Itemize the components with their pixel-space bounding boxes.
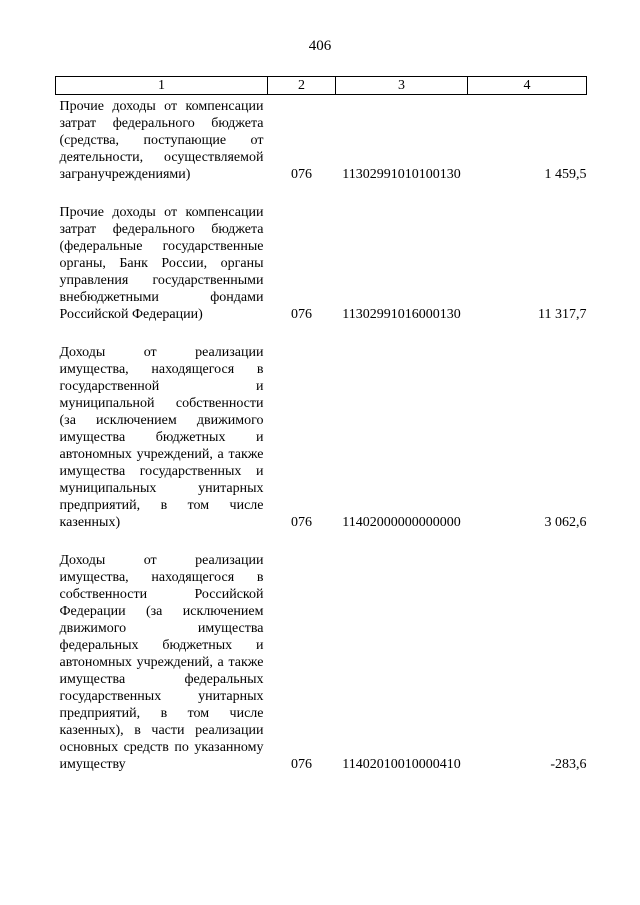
- table-row: [56, 549, 587, 775]
- row-budget-classification-code: 11302991010100130: [342, 167, 461, 182]
- row-amount: 3 062,6: [544, 515, 587, 530]
- row-description-text: Прочие доходы от компенсации затрат федерального бюджета (средства, поступающие от деятельности, осуществляемой загранучреждениями): [59, 99, 264, 182]
- column-header-3: 3: [336, 77, 468, 95]
- table-row: [56, 341, 587, 533]
- table-row: [56, 95, 587, 186]
- row-budget-classification-code: 11402000000000000: [342, 515, 461, 530]
- budget-revenue-table: [55, 76, 587, 775]
- row-admin-code: 076: [291, 515, 312, 530]
- row-description: [56, 341, 268, 533]
- row-description-text: Доходы от реализации имущества, находящегося в государственной и муниципальной собственности (за исключением движимого имущества бюджетных и автономных учреждений, а также имущества государственных и муниципальных унитарных предприятий, в том числе казенных): [59, 345, 264, 530]
- row-description-text: Доходы от реализации имущества, находящегося в собственности Российской Федерации (за исключением движимого имущества федеральных бюджетных и автономных учреждений, а также имущества федеральных государственных унитарных предприятий, в том числе казенных), в части реализации основных средств по указанному имуществу: [59, 553, 264, 772]
- page-number: 406: [308, 38, 332, 54]
- table-row: [56, 201, 587, 325]
- table-header: [56, 77, 587, 95]
- column-header-2: 2: [268, 77, 336, 95]
- row-admin-code: 076: [291, 757, 312, 772]
- row-budget-classification-code: 11402010010000410: [342, 757, 461, 772]
- row-amount: -283,6: [550, 757, 587, 772]
- row-amount: 11 317,7: [538, 307, 587, 322]
- row-amount: 1 459,5: [544, 167, 587, 182]
- row-budget-classification-code: 11302991016000130: [342, 307, 461, 322]
- column-header-4: 4: [468, 77, 587, 95]
- column-header-1: 1: [56, 77, 268, 95]
- row-description: [56, 549, 268, 775]
- row-admin-code: 076: [291, 167, 312, 182]
- row-admin-code: 076: [291, 307, 312, 322]
- row-description: [56, 201, 268, 325]
- row-description-text: Прочие доходы от компенсации затрат федерального бюджета (федеральные государственные органы, Банк России, органы управления государственными внебюджетными фондами Российской Федерации): [59, 205, 264, 322]
- row-description: [56, 95, 268, 186]
